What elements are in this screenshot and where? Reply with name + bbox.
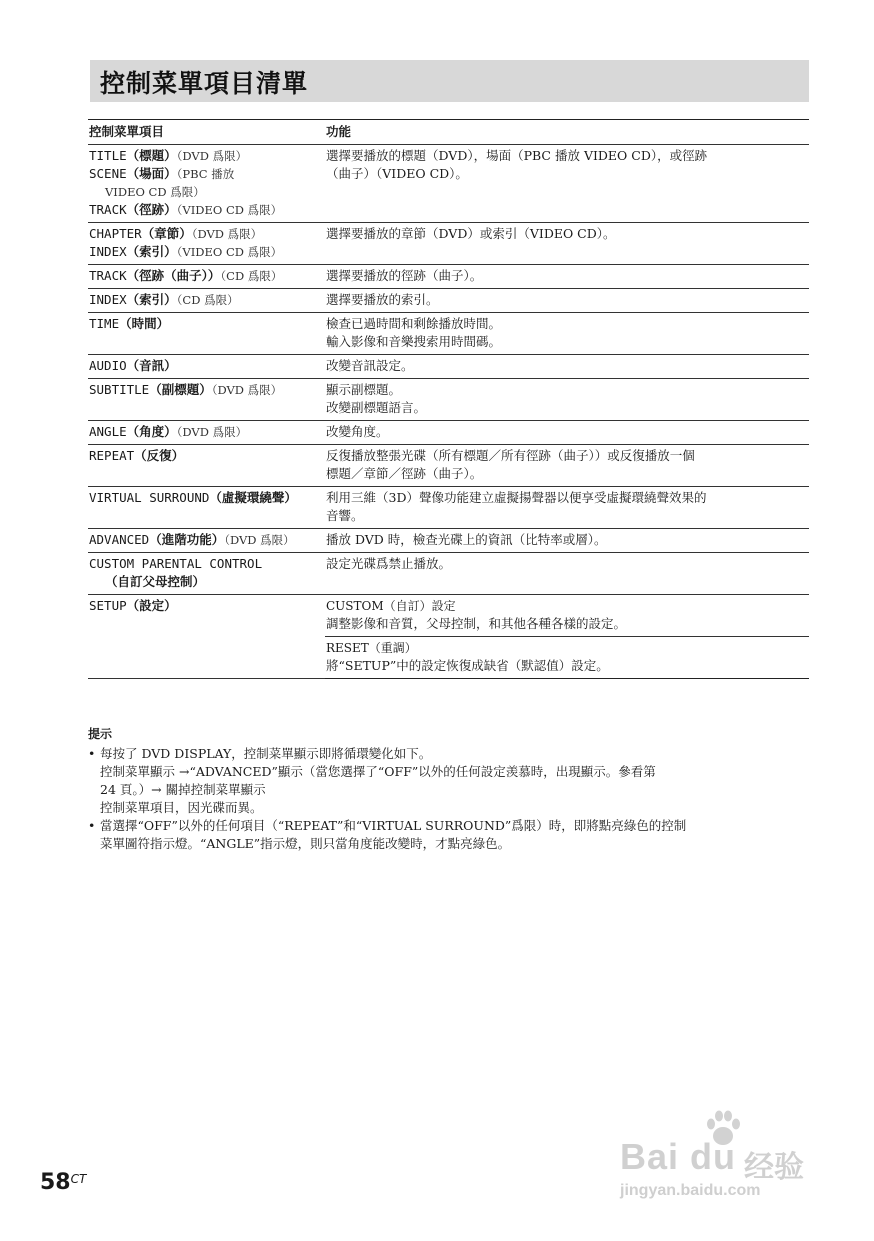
function-line: 利用三維（3D）聲像功能建立虛擬揚聲器以便享受虛擬環繞聲效果的	[326, 490, 707, 505]
bullet-dot: •	[88, 818, 96, 833]
menu-item-name: TRACK	[89, 268, 127, 283]
table-row	[88, 379, 809, 421]
menu-item-cell	[88, 223, 325, 265]
menu-item-line	[89, 225, 325, 243]
menu-item-cell	[88, 595, 325, 679]
function-line: （曲子）（VIDEO CD）。	[326, 166, 468, 181]
menu-item-cn: （設定）	[126, 598, 177, 613]
function-line: 改變音訊設定。	[326, 358, 414, 373]
table-row	[88, 289, 809, 313]
menu-item-name: VIRTUAL SURROUND	[89, 490, 210, 505]
hint-line: 當選擇“OFF”以外的任何項目（“REPEAT”和“VIRTUAL SURROUND”爲限）時，即將點亮綠色的控制	[100, 818, 687, 833]
menu-item-name: TIME	[89, 316, 120, 331]
page-number	[40, 1170, 86, 1195]
hint-line: 控制菜單顯示 →“ADVANCED”顯示（當您選擇了“OFF”以外的任何設定羡慕時，出現顯示。參看第	[100, 764, 656, 779]
table-row	[88, 355, 809, 379]
menu-item-note: （DVD 爲限）	[224, 533, 295, 547]
table-row	[88, 145, 809, 223]
menu-item-line	[89, 291, 325, 309]
menu-item-name: SETUP	[89, 598, 127, 613]
watermark-brand: Bai du	[620, 1136, 737, 1177]
menu-item-line	[89, 447, 325, 465]
menu-item-cn: （自訂父母控制）	[105, 574, 206, 589]
table-header-row	[88, 120, 809, 145]
menu-item-cell	[88, 265, 325, 289]
menu-item-cell	[88, 289, 325, 313]
menu-item-name: ADVANCED	[89, 532, 150, 547]
menu-item-cn: （徑跡）	[126, 202, 177, 217]
menu-item-cn: （副標題）	[149, 382, 212, 397]
table-row	[88, 595, 809, 637]
function-line: 播放 DVD 時，檢查光碟上的資訊（比特率或層）。	[326, 532, 607, 547]
function-line: CUSTOM（自訂）設定	[326, 599, 456, 613]
menu-item-line	[89, 555, 325, 573]
hints-list	[88, 745, 800, 853]
menu-item-cn: （標題）	[126, 148, 177, 163]
baidu-watermark	[618, 1108, 828, 1208]
menu-item-cn: （音訊）	[126, 358, 177, 373]
menu-item-cn: （索引）	[126, 244, 177, 259]
menu-item-name: CHAPTER	[89, 226, 142, 241]
function-line: 選擇要播放的章節（DVD）或索引（VIDEO CD）。	[326, 226, 616, 241]
table-row	[88, 223, 809, 265]
menu-item-cn: （虛擬環繞聲）	[209, 490, 297, 505]
function-cell	[325, 379, 809, 421]
function-cell	[325, 355, 809, 379]
menu-item-name: AUDIO	[89, 358, 127, 373]
menu-item-note: （VIDEO CD 爲限）	[176, 203, 283, 217]
menu-item-cell	[88, 487, 325, 529]
function-cell	[325, 289, 809, 313]
function-cell	[325, 313, 809, 355]
function-cell	[325, 421, 809, 445]
menu-item-note: （CD 爲限）	[220, 269, 283, 283]
menu-item-cell	[88, 421, 325, 445]
table-row	[88, 313, 809, 355]
function-line: 輸入影像和音樂搜索用時間碼。	[326, 334, 502, 349]
table-row	[88, 421, 809, 445]
function-cell	[325, 553, 809, 595]
menu-item-note: （VIDEO CD 爲限）	[176, 245, 283, 259]
menu-item-line	[89, 597, 325, 615]
menu-item-cell	[88, 355, 325, 379]
menu-item-line	[89, 381, 325, 399]
menu-item-name: REPEAT	[89, 448, 135, 463]
menu-item-note: VIDEO CD 爲限）	[105, 185, 205, 199]
menu-item-cell	[88, 145, 325, 223]
menu-item-cell	[88, 445, 325, 487]
bullet-dot: •	[88, 746, 96, 761]
function-line: 反復播放整張光碟（所有標題／所有徑跡（曲子））或反復播放一個	[326, 448, 695, 463]
function-cell	[325, 637, 809, 679]
function-cell	[325, 529, 809, 553]
menu-item-line	[89, 147, 325, 165]
function-cell	[325, 487, 809, 529]
function-line: 標題／章節／徑跡（曲子）。	[326, 466, 483, 481]
function-line: 顯示副標題。	[326, 382, 402, 397]
menu-item-note: （DVD 爲限）	[176, 425, 248, 439]
watermark-url: jingyan.baidu.com	[620, 1182, 761, 1199]
menu-item-name: INDEX	[89, 244, 127, 259]
menu-item-name: TITLE	[89, 148, 127, 163]
table-row	[88, 529, 809, 553]
function-cell	[325, 223, 809, 265]
menu-item-line	[89, 315, 325, 333]
menu-item-name: ANGLE	[89, 424, 127, 439]
function-line: 選擇要播放的標題（DVD），場面（PBC 播放 VIDEO CD），或徑跡	[326, 148, 708, 163]
table-row	[88, 487, 809, 529]
function-cell	[325, 445, 809, 487]
menu-item-cn: （徑跡（曲子））	[126, 268, 221, 283]
menu-item-line	[89, 267, 325, 285]
function-line: 檢查已過時間和剩餘播放時間。	[326, 316, 502, 331]
function-cell	[325, 145, 809, 223]
function-line: 將“SETUP”中的設定恢復成缺省（默認值）設定。	[326, 658, 609, 673]
menu-item-cell	[88, 553, 325, 595]
menu-item-name: TRACK	[89, 202, 127, 217]
title-banner	[90, 60, 809, 102]
menu-item-line	[89, 573, 325, 591]
menu-item-note: （DVD 爲限）	[176, 149, 248, 163]
function-cell	[325, 265, 809, 289]
hint-line: 菜單圖符指示燈。“ANGLE”指示燈，則只當角度能改變時，才點亮綠色。	[100, 836, 511, 851]
menu-item-cn: （章節）	[141, 226, 192, 241]
hints-title: 提示	[88, 727, 113, 741]
menu-item-name: CUSTOM PARENTAL CONTROL	[89, 556, 263, 571]
watermark-brand-cn: 经验	[744, 1150, 804, 1185]
menu-item-cn: （反復）	[134, 448, 185, 463]
page-title: 控制菜單項目清單	[100, 69, 309, 98]
menu-item-line	[89, 531, 325, 549]
page-number-suffix: CT	[70, 1172, 87, 1186]
table-row	[88, 553, 809, 595]
hint-line: 控制菜單項目，因光碟而異。	[100, 800, 263, 815]
menu-item-cn: （時間）	[119, 316, 170, 331]
menu-item-name: INDEX	[89, 292, 127, 307]
menu-item-line	[89, 201, 325, 219]
header-function: 功能	[325, 120, 809, 145]
menu-item-name: SUBTITLE	[89, 382, 150, 397]
hint-item	[88, 817, 800, 853]
hint-line: 每按了 DVD DISPLAY，控制菜單顯示即將循環變化如下。	[100, 746, 432, 761]
menu-item-note: （DVD 爲限）	[191, 227, 263, 241]
function-line: 音響。	[326, 508, 364, 523]
function-line: 選擇要播放的徑跡（曲子）。	[326, 268, 483, 283]
hint-line: 24 頁。）→ 關掉控制菜單顯示	[100, 782, 266, 797]
menu-item-cn: （場面）	[126, 166, 177, 181]
menu-item-line	[89, 243, 325, 261]
function-line: RESET（重調）	[326, 641, 417, 655]
menu-item-note: （PBC 播放	[176, 167, 235, 181]
menu-item-line	[89, 423, 325, 441]
menu-item-line	[89, 183, 325, 201]
menu-item-name: SCENE	[89, 166, 127, 181]
function-line: 設定光碟爲禁止播放。	[326, 556, 452, 571]
hint-item	[88, 745, 800, 817]
hints-section	[88, 725, 800, 853]
menu-item-line	[89, 165, 325, 183]
menu-item-line	[89, 489, 325, 507]
function-line: 調整影像和音質，父母控制，和其他各種各樣的設定。	[326, 616, 627, 631]
menu-item-note: （CD 爲限）	[176, 293, 239, 307]
menu-item-cn: （進階功能）	[149, 532, 225, 547]
menu-item-cell	[88, 529, 325, 553]
table-body	[88, 145, 809, 679]
menu-item-line	[89, 357, 325, 375]
header-item: 控制菜單項目	[88, 120, 325, 145]
function-line: 改變角度。	[326, 424, 389, 439]
control-menu-table	[88, 119, 809, 679]
menu-item-cn: （角度）	[126, 424, 177, 439]
table-row	[88, 445, 809, 487]
table-row	[88, 265, 809, 289]
menu-item-cell	[88, 379, 325, 421]
menu-item-note: （DVD 爲限）	[211, 383, 283, 397]
menu-item-cn: （索引）	[126, 292, 177, 307]
menu-item-cell	[88, 313, 325, 355]
function-line: 選擇要播放的索引。	[326, 292, 439, 307]
function-line: 改變副標題語言。	[326, 400, 427, 415]
page-number-value: 58	[40, 1170, 71, 1195]
function-cell	[325, 595, 809, 637]
